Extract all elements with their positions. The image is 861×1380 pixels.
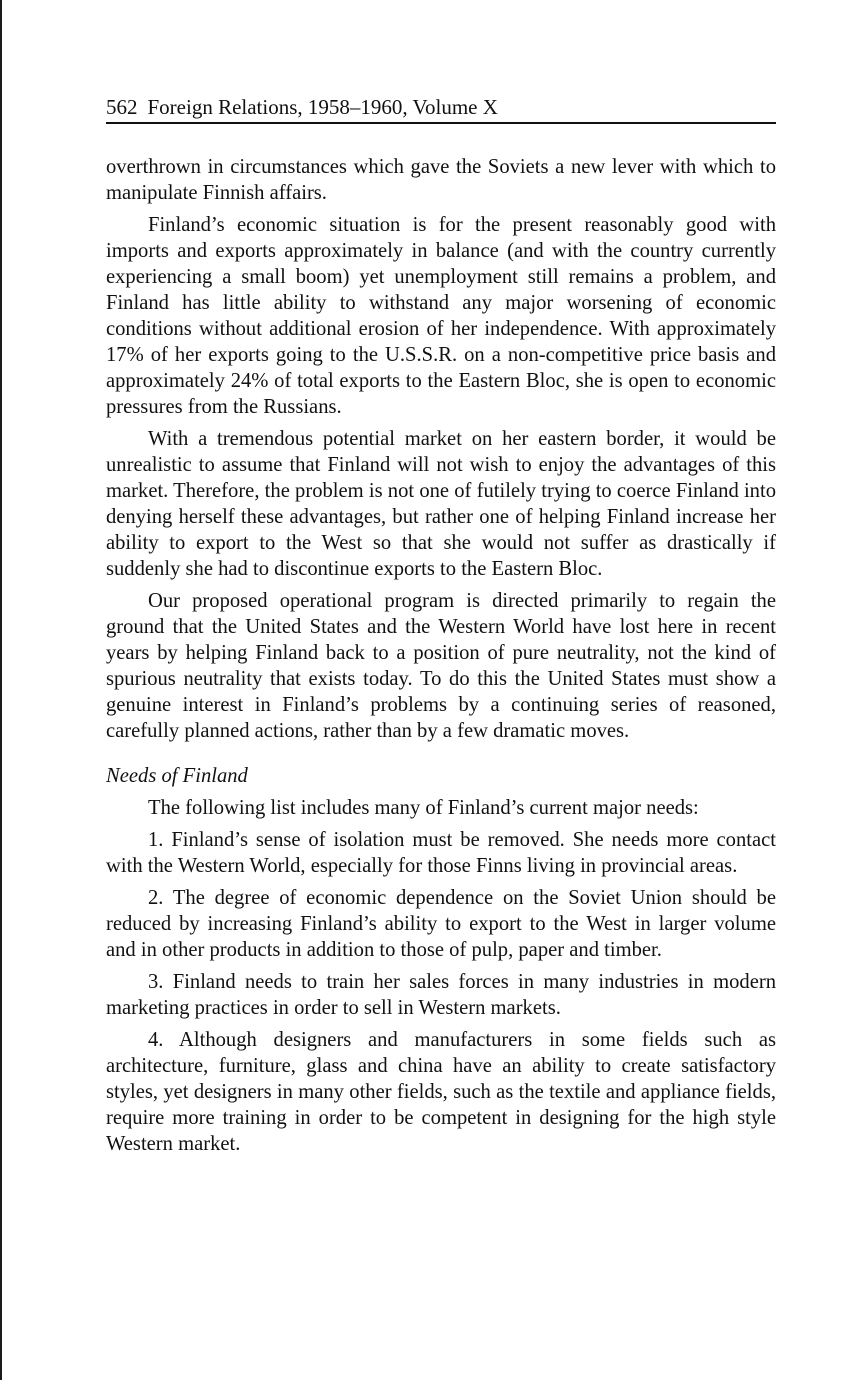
paragraph-continuation: overthrown in circumstances which gave the Soviets a new lever with which to manipulate Finnish affairs.: [106, 156, 776, 204]
section-intro: The following list includes many of Finland’s current major needs:: [148, 797, 699, 819]
page-number: 562: [106, 95, 138, 119]
section-heading: Needs of Finland: [106, 765, 248, 787]
publication-title: Foreign Relations, 1958–1960, Volume X: [147, 95, 498, 119]
list-item: 4. Although designers and manufacturers in some fields such as architecture, furniture, glass and china have an ability to create satisfactory styles, yet designers in many other fields, such as the textile and appliance fields, require more training in order to be competent in designing for the high style Western market.: [106, 1029, 776, 1155]
paragraph-eastern-market: With a tremendous potential market on her eastern border, it would be unrealistic to assume that Finland will not wish to enjoy the advantages of this market. Therefore, the problem is not one of futilely trying to coerce Finland into denying herself these advantages, but rather one of helping Finland increase her ability to export to the West so that she would not suffer as drastically if suddenly she had to discontinue exports to the Eastern Bloc.: [106, 428, 776, 580]
list-item: 3. Finland needs to train her sales forces in many industries in modern marketing practices in order to sell in Western markets.: [106, 971, 776, 1019]
paragraph-operational-program: Our proposed operational program is directed primarily to regain the ground that the United States and the Western World have lost here in recent years by helping Finland back to a position of pure neutrality, not the kind of spurious neutrality that exists today. To do this the United States must show a genuine interest in Finland’s problems by a continuing series of reasoned, carefully planned actions, rather than by a few dramatic moves.: [106, 590, 776, 742]
running-head: [106, 92, 776, 124]
body-text: [106, 154, 776, 1157]
list-item: 1. Finland’s sense of isolation must be removed. She needs more contact with the Western World, especially for those Finns living in provincial areas.: [106, 829, 776, 877]
document-page: [106, 92, 776, 1163]
list-item: 2. The degree of economic dependence on the Soviet Union should be reduced by increasing Finland’s ability to export to the West in larger volume and in other products in addition to those of pulp, paper and timber.: [106, 887, 776, 961]
paragraph-economic-situation: Finland’s economic situation is for the present reasonably good with imports and exports approximately in balance (and with the country currently experiencing a small boom) yet unemployment still remains a problem, and Finland has little ability to withstand any major worsening of economic conditions without additional erosion of her independence. With approximately 17% of her exports going to the U.S.S.R. on a non-competitive price basis and approximately 24% of total exports to the Eastern Bloc, she is open to economic pressures from the Russians.: [106, 214, 776, 418]
page-edge: [0, 0, 2, 1380]
